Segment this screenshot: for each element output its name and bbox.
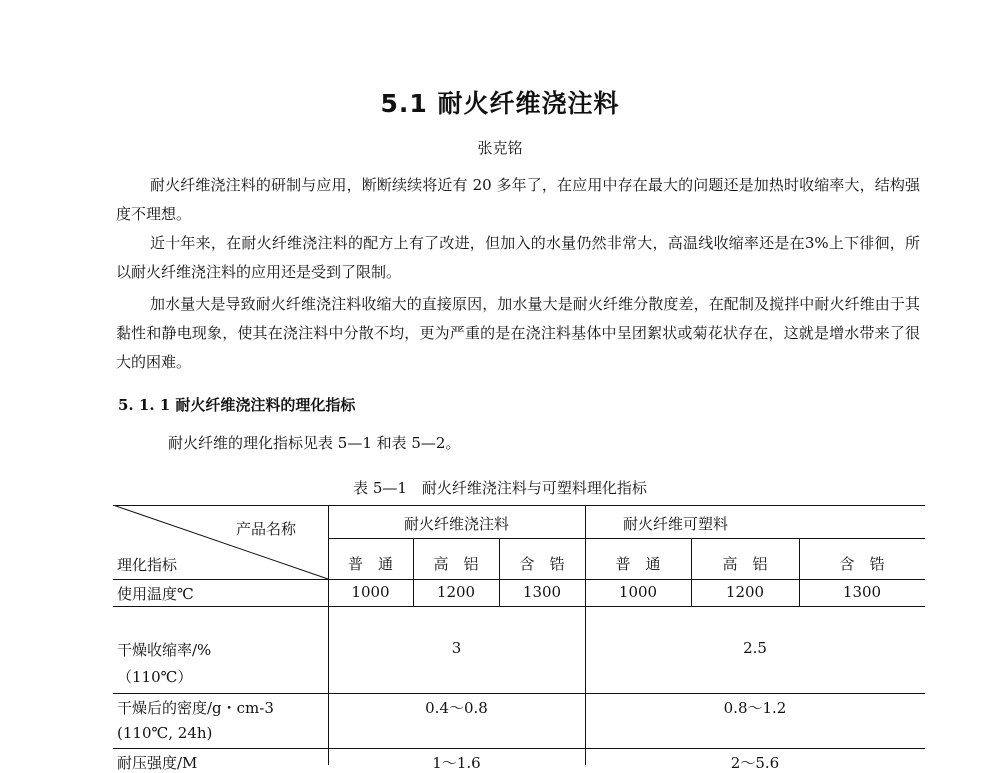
table-cell: 3: [451, 639, 462, 657]
table-cell: 0.4～0.8: [425, 699, 488, 717]
table-rule: [328, 538, 925, 539]
table-cell: 1～1.6: [432, 754, 481, 772]
table-rule: [585, 505, 586, 765]
article-title: 5.1 耐火纤维浇注料: [380, 89, 620, 118]
row-label: 耐压强度/M: [117, 754, 198, 772]
table-cell: 1000: [618, 583, 658, 601]
table-rule: [113, 693, 925, 694]
row-sublabel: (110℃, 24h): [117, 724, 213, 742]
table-rule: [113, 748, 925, 749]
properties-table: [113, 505, 925, 772]
table-caption: 表 5—1 耐火纤维浇注料与可塑料理化指标: [353, 479, 647, 497]
subheader-high-alumina: 高 铝: [433, 555, 479, 573]
subheader-zirconia: 含 锆: [839, 555, 885, 573]
row-label: 干燥后的密度/g・cm-3: [117, 699, 274, 717]
group-header-castable: 耐火纤维浇注料: [403, 515, 509, 533]
table-cell: 2.5: [743, 639, 767, 657]
row-label: 干燥收缩率/%: [117, 641, 212, 659]
corner-header-index: 理化指标: [117, 556, 178, 574]
author-name: 张克铭: [477, 139, 523, 157]
table-cell: 1300: [522, 583, 562, 601]
row-sublabel: （110℃）: [117, 668, 193, 686]
corner-header-product: 产品名称: [236, 520, 297, 538]
table-cell: 1300: [842, 583, 882, 601]
paragraph: 耐火纤维浇注料的研制与应用，断断续续将近有 20 多年了，在应用中存在最大的问题还是加热时收缩率大，结构强度不理想。: [116, 176, 920, 223]
table-cell: 0.8～1.2: [723, 699, 787, 717]
row-label: 使用温度℃: [117, 585, 194, 603]
table-cell: 2～5.6: [730, 754, 780, 772]
table-cell: 1000: [351, 583, 390, 601]
subheader-standard: 普 通: [347, 555, 393, 573]
table-reference-text: 耐火纤维的理化指标见表 5—1 和表 5—2。: [168, 434, 461, 452]
paragraph: 近十年来，在耐火纤维浇注料的配方上有了改进，但加入的水量仍然非常大，高温线收缩率还是在3%上下徘徊，所以耐火纤维浇注料的应用还是受到了限制。: [116, 234, 920, 281]
table-cell: 1200: [725, 583, 765, 601]
subheader-standard: 普 通: [615, 555, 661, 573]
subheader-high-alumina: 高 铝: [722, 555, 768, 573]
subheader-zirconia: 含 锆: [519, 555, 565, 573]
section-heading: 5. 1. 1 耐火纤维浇注料的理化指标: [118, 396, 356, 414]
group-header-plastic: 耐火纤维可塑料: [623, 515, 729, 533]
table-rule: [113, 606, 925, 607]
paragraph: 加水量大是导致耐火纤维浇注料收缩大的直接原因，加水量大是耐火纤维分散度差，在配制及搅拌中耐火纤维由于其黏性和静电现象，使其在浇注料中分散不均，更为严重的是在浇注料基体中呈团絮状或菊花状存在，这就是增水带来了很大的困难。: [116, 295, 920, 371]
table-cell: 1200: [436, 583, 476, 601]
